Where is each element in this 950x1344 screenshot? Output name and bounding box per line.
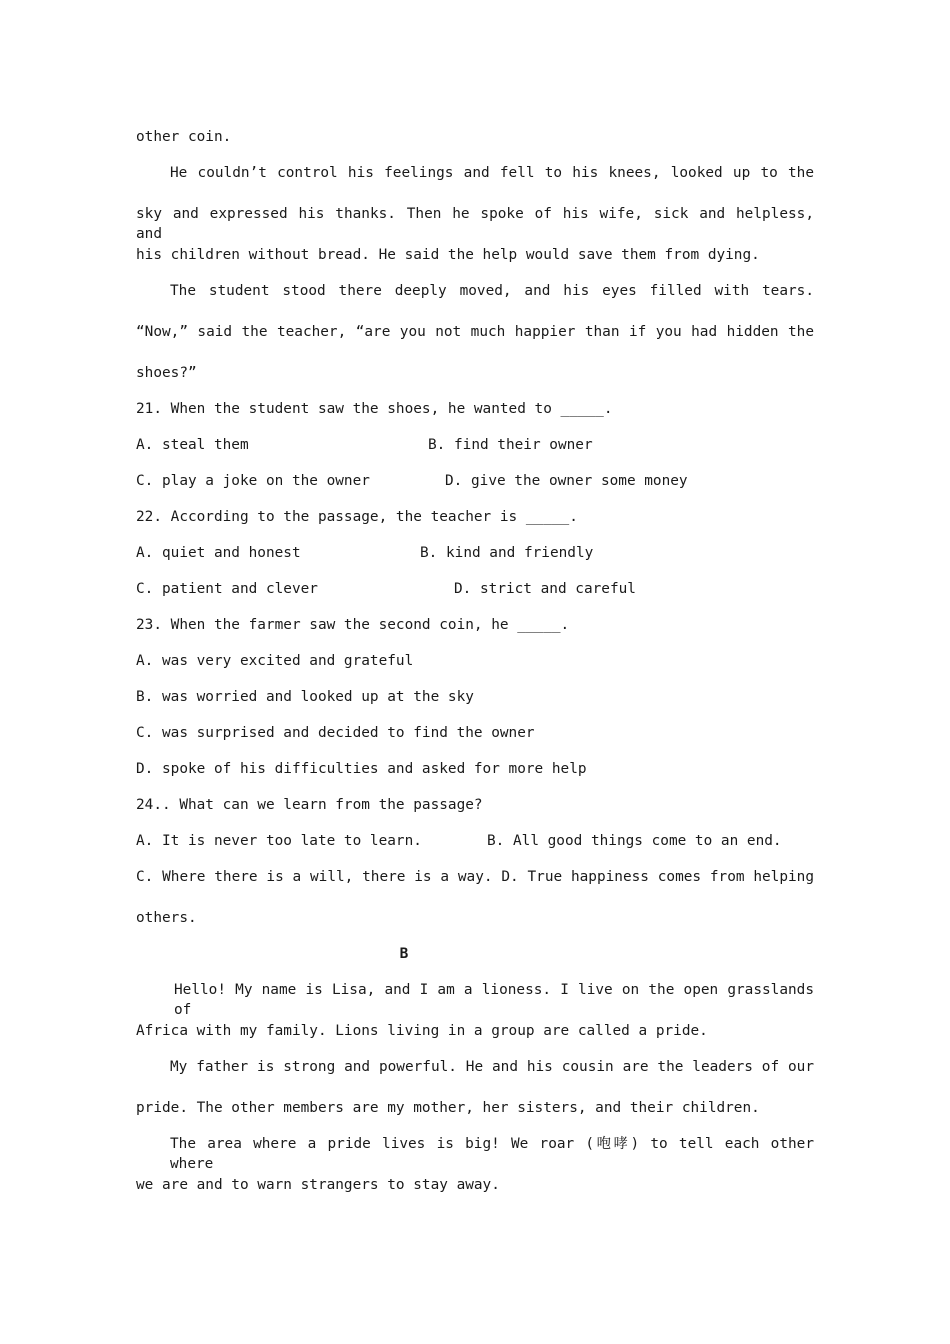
passage-b-line: My father is strong and powerful. He and his cousin are the leaders of our [170, 1059, 814, 1075]
passage-a-line: his children without bread. He said the help would save them from dying. [136, 247, 760, 263]
option-21-a: A. steal them [136, 437, 249, 453]
question-22: 22. According to the passage, the teacher is _____. [136, 509, 578, 525]
passage-a-line: shoes?” [136, 365, 197, 381]
option-24-b: B. All good things come to an end. [487, 833, 782, 849]
passage-a-line: He couldn’t control his feelings and fell to his knees, looked up to the [170, 165, 814, 181]
passage-a-line: The student stood there deeply moved, and his eyes filled with tears. [170, 283, 814, 299]
option-23-b: B. was worried and looked up at the sky [136, 689, 474, 705]
passage-a-line: other coin. [136, 129, 232, 145]
option-22-d: D. strict and careful [454, 581, 636, 597]
passage-a-line: sky and expressed his thanks. Then he spoke of his wife, sick and helpless, and [136, 206, 814, 242]
question-24: 24.. What can we learn from the passage? [136, 797, 483, 813]
option-23-c: C. was surprised and decided to find the owner [136, 725, 535, 741]
passage-b-line: Hello! My name is Lisa, and I am a lioness. I live on the open grasslands of [174, 982, 814, 1018]
option-21-c: C. play a joke on the owner [136, 473, 370, 489]
option-24-c-d: C. Where there is a will, there is a way. D. True happiness comes from helping [136, 869, 814, 885]
option-21-d: D. give the owner some money [445, 473, 688, 489]
option-24-a: A. It is never too late to learn. [136, 833, 422, 849]
passage-b-line: Africa with my family. Lions living in a group are called a pride. [136, 1023, 708, 1039]
option-22-c: C. patient and clever [136, 581, 318, 597]
question-23: 23. When the farmer saw the second coin, he _____. [136, 617, 570, 633]
question-21: 21. When the student saw the shoes, he wanted to _____. [136, 401, 613, 417]
passage-b-line: we are and to warn strangers to stay away. [136, 1177, 500, 1193]
option-23-a: A. was very excited and grateful [136, 653, 414, 669]
passage-a-line: “Now,” said the teacher, “are you not much happier than if you had hidden the [136, 324, 814, 340]
option-21-b: B. find their owner [428, 437, 593, 453]
option-23-d: D. spoke of his difficulties and asked for more help [136, 761, 587, 777]
option-22-b: B. kind and friendly [420, 545, 594, 561]
passage-b-line: pride. The other members are my mother, her sisters, and their children. [136, 1100, 760, 1116]
option-22-a: A. quiet and honest [136, 545, 301, 561]
section-b-heading: B [399, 946, 409, 962]
option-24-continued: others. [136, 910, 197, 926]
passage-b-line: The area where a pride lives is big! We roar (咆哮) to tell each other where [170, 1136, 814, 1172]
